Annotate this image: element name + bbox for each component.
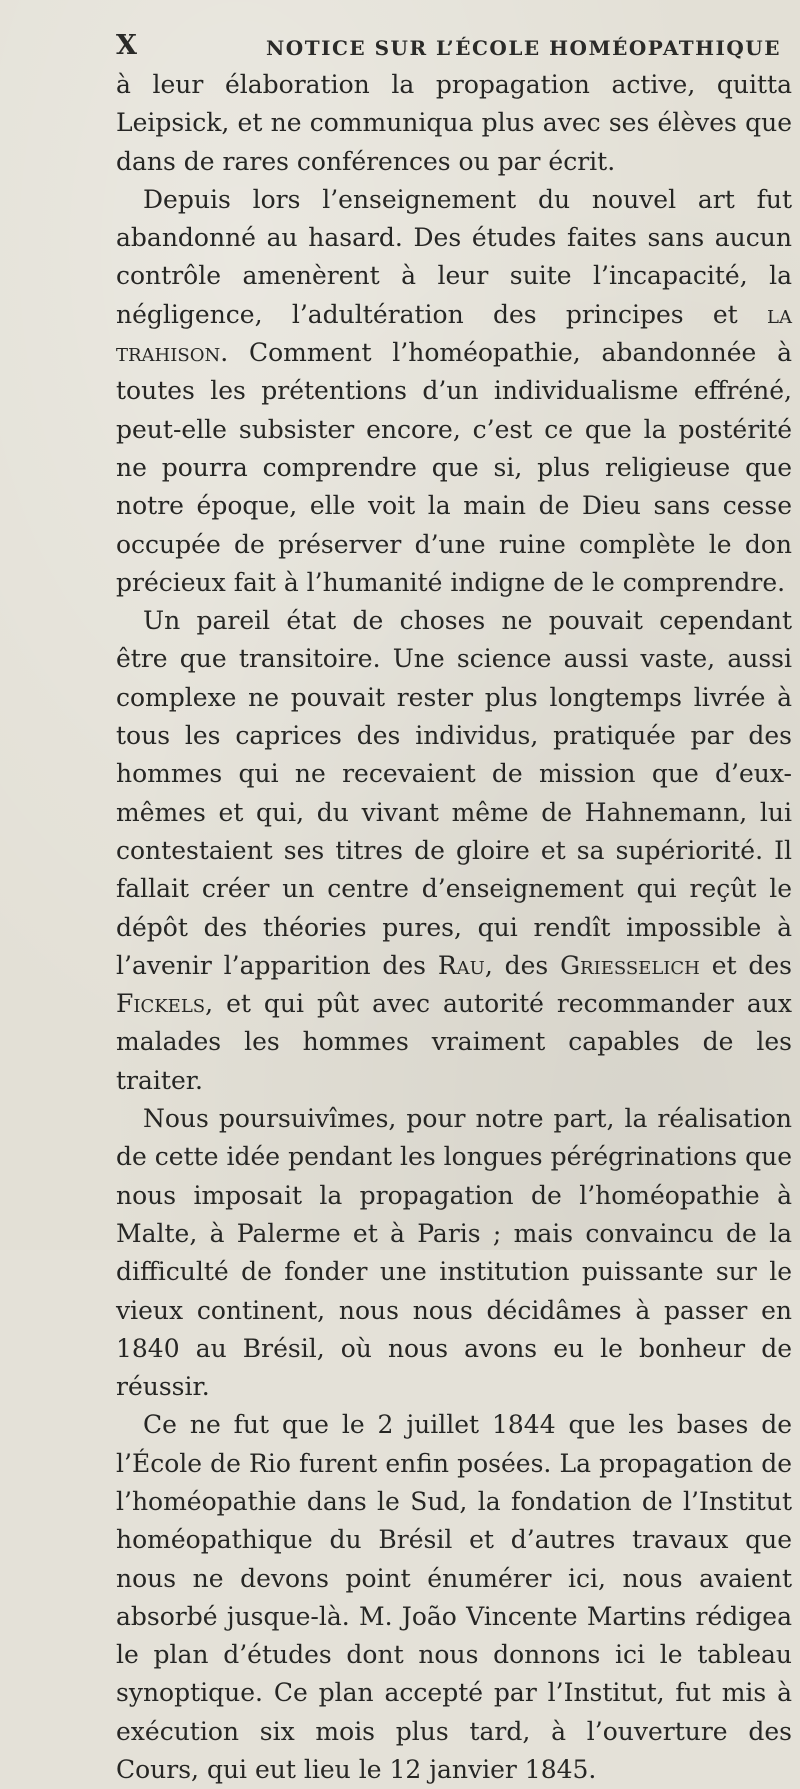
paragraph-text: Ce ne fut que le 2 juillet 1844 que les bases de l’École de Rio furent enfin posées. La propagation de l’homéopathie dans le Sud, la fondation de l’Institut homéopathique du Brésil et d’autres travaux que nous ne devons point énumérer ici, nous avaient absorbé jusque-là. M. João Vincente Martins rédigea le plan d’études dont nous donnons ici le tableau synoptique. Ce plan accepté par l’Institut, fut mis à exécution six mois plus tard, à l’ouverture des Cours, qui eut lieu le 12 janvier 1845. (116, 1410, 792, 1785)
paragraph-text: Depuis lors l’enseignement du nouvel art fut abandonné au hasard. Des études faites sans aucun contrôle amenèrent à leur suite l’incapacité, la négligence, l’adultération des principes et (116, 184, 792, 329)
paragraph-4 (116, 1100, 792, 1406)
paragraph-text: Un pareil état de choses ne pouvait cependant être que transitoire. Une science aussi vaste, aussi complexe ne pouvait rester plus longtemps livrée à tous les caprices des individus, pratiquée par des hommes qui ne recevaient de mission que d’eux-mêmes et qui, du vivant même de Hahnemann, lui contestaient ses titres de gloire et sa supériorité. Il fallait créer un centre d’enseignement qui reçût le dépôt des théories pures, qui rendît impossible à l’avenir l’apparition des (116, 606, 792, 980)
paragraph-text: à leur élaboration la propagation active, quitta Leipsick, et ne communiqua plus avec ses élèves que dans de rares conférences ou par écrit. (116, 70, 792, 176)
page-header (116, 30, 786, 64)
paragraph-3 (116, 602, 792, 1100)
paragraph-5 (116, 1406, 792, 1789)
running-title: NOTICE SUR L’ÉCOLE HOMÉOPATHIQUE (266, 36, 781, 60)
paragraph-text: , et qui pût avec autorité recommander aux malades les hommes vraiment capables de les traiter. (116, 989, 792, 1095)
paragraph-text: et des (699, 950, 792, 980)
paragraph-text: . Comment l’homéopathie, abandonnée à toutes les prétentions d’un individualisme effréné, peut-elle subsister encore, c’est ce que la postérité ne pourra comprendre que si, plus religieuse que notre époque, elle voit la main de Dieu sans cesse occupée de préserver d’une ruine complète le don précieux fait à l’humanité indigne de le comprendre. (116, 338, 792, 597)
body-text (116, 66, 792, 1789)
person-name-griesselich: Griesselich (560, 950, 700, 980)
small-caps-term: la trahison (116, 299, 792, 368)
paragraph-2 (116, 181, 792, 602)
person-name-fickels: Fickels (116, 989, 206, 1019)
page-number: X (116, 30, 138, 61)
person-name-rau: Rau (437, 950, 485, 980)
paragraph-text: , des (484, 950, 561, 980)
paragraph-text: Nous poursuivîmes, pour notre part, la réalisation de cette idée pendant les longues pérégrinations que nous imposait la propagation de l’homéopathie à Malte, à Palerme et à Paris ; mais convaincu de la difficulté de fonder une institution puissante sur le vieux continent, nous nous décidâmes à passer en 1840 au Brésil, où nous avons eu le bonheur de réussir. (116, 1104, 792, 1402)
paragraph-1 (116, 66, 792, 181)
